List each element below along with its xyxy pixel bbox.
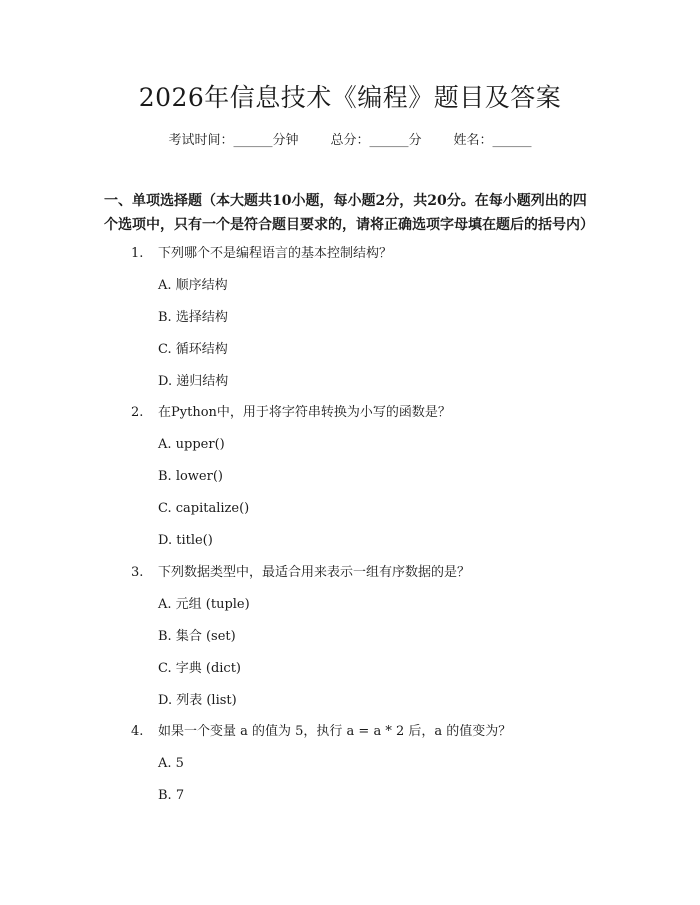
exam-time-field: 考试时间：______分钟 <box>168 133 299 148</box>
option-3d: D. 列表 (list) <box>158 693 237 708</box>
question-stem: 在Python中，用于将字符串转换为小写的函数是？ <box>158 405 451 420</box>
question-number: 4. <box>131 724 144 739</box>
question-stem: 如果一个变量 a 的值为 5，执行 a = a * 2 后，a 的值变为？ <box>158 724 512 739</box>
option-1b: B. 选择结构 <box>158 310 228 325</box>
option-1a: A. 顺序结构 <box>158 278 228 293</box>
student-name-field: 姓名：______ <box>453 133 532 148</box>
option-1c: C. 循环结构 <box>158 342 228 357</box>
option-3c: C. 字典 (dict) <box>158 661 242 676</box>
page-title: 2026年信息技术《编程》题目及答案 <box>138 83 562 112</box>
option-1d: D. 递归结构 <box>158 374 229 389</box>
option-3b: B. 集合 (set) <box>158 629 236 644</box>
option-2a: A. upper() <box>158 437 225 452</box>
question-stem: 下列哪个不是编程语言的基本控制结构？ <box>158 246 393 261</box>
question-number: 2. <box>131 405 144 420</box>
question-stem: 下列数据类型中，最适合用来表示一组有序数据的是？ <box>158 565 471 580</box>
option-3a: A. 元组 (tuple) <box>158 597 250 612</box>
option-4b: B. 7 <box>158 788 185 803</box>
total-score-field: 总分：______分 <box>330 133 422 148</box>
option-2d: D. title() <box>158 533 213 548</box>
section-heading-single-choice: 一、单项选择题（本大题共10小题，每小题2分，共20分。在每小题列出的四个选项中，只有一个是符合题目要求的，请将正确选项字母填在题后的括号内） <box>104 193 594 233</box>
option-4a: A. 5 <box>158 756 184 771</box>
question-number: 1. <box>131 246 144 261</box>
option-2b: B. lower() <box>158 469 223 484</box>
exam-meta <box>0 131 700 151</box>
option-2c: C. capitalize() <box>158 501 250 516</box>
question-number: 3. <box>131 565 144 580</box>
